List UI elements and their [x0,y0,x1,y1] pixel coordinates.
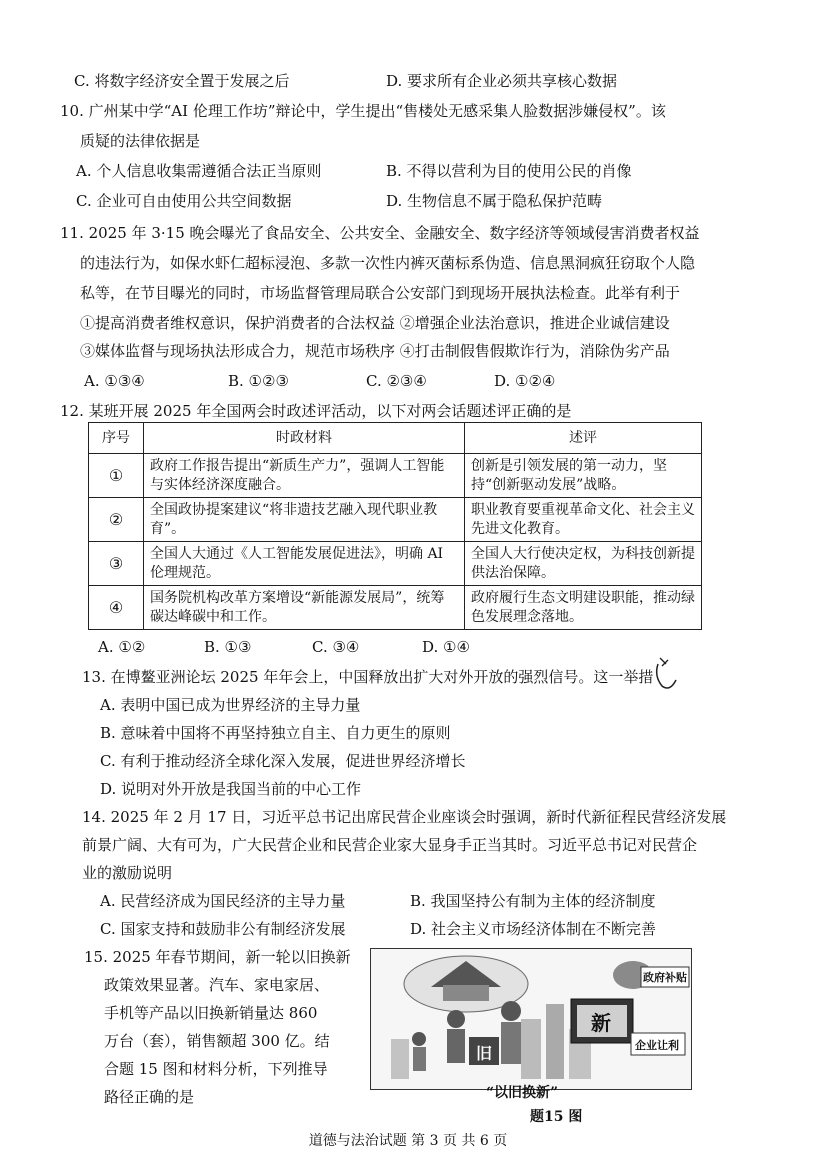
q14-stem-line2: 前景广阔、大有可为，广大民营企业和民营企业家大显身手正当其时。习近平总书记对民营企 [82,836,698,854]
q12-row-num: ③ [89,542,144,586]
q15-stem-line2: 政策效果显著。汽车、家电家居、 [104,976,330,994]
new-label: 新 [591,1011,611,1035]
q9-option-d: D. 要求所有企业必须共享核心数据 [386,72,618,90]
q12-option-b: B. ①③ [204,638,252,656]
subsidy-label: 政府补贴 [643,971,687,984]
q12-row-material: 政府工作报告提出“新质生产力”，强调人工智能与实体经济深度融合。 [144,454,465,498]
q12-row-material: 国务院机构改革方案增设“新能源发展局”，统筹碳达峰碳中和工作。 [144,586,465,630]
q15-stem-line5: 合题 15 图和材料分析，下列推导 [104,1060,328,1078]
q14-option-c: C. 国家支持和鼓励非公有制经济发展 [100,920,346,938]
q12-row-comment: 政府履行生态文明建设职能，推动绿色发展理念落地。 [465,586,702,630]
q11-item-line2: ③媒体监督与现场执法形成合力，规范市场秩序 ④打击制假售假欺诈行为，消除伪劣产品 [80,342,670,360]
page-footer: 道德与法治试题 第 3 页 共 6 页 [308,1133,508,1149]
q12-row-comment: 职业教育要重视革命文化、社会主义先进文化教育。 [465,498,702,542]
q10-option-b: B. 不得以营利为目的使用公民的肖像 [386,162,632,180]
q12-header-material: 时政材料 [144,423,465,454]
q15-stem-line4: 万台（套），销售额超 300 亿。结 [104,1032,330,1050]
q12-row-num: ④ [89,586,144,630]
q13-option-d: D. 说明对外开放是我国当前的中心工作 [100,780,362,798]
q14-option-b: B. 我国坚持公有制为主体的经济制度 [410,892,656,910]
q11-option-c: C. ②③④ [366,372,427,390]
q12-header-comment: 述评 [465,423,702,454]
table-row [89,454,702,498]
q15-illustration [370,948,692,1090]
figure-caption: “以旧换新” [486,1085,559,1101]
q10-stem-line1: 10. 广州某中学“AI 伦理工作坊”辩论中，学生提出“售楼处无感采集人脸数据涉嫌侵权”。该 [60,102,666,120]
q11-stem-line2: 的违法行为，如保水虾仁超标浸泡、多款一次性内裤灭菌标系伪造、信息黑洞疯狂窃取个人隐 [80,254,696,272]
old-label: 旧 [476,1044,493,1063]
q12-stem: 12. 某班开展 2025 年全国两会时政述评活动，以下对两会话题述评正确的是 [60,402,572,420]
q10-stem-line2: 质疑的法律依据是 [80,132,201,150]
q13-option-c: C. 有利于推动经济全球化深入发展，促进世界经济增长 [100,752,466,770]
q10-option-a: A. 个人信息收集需遵循合法正当原则 [76,162,322,180]
q12-row-num: ② [89,498,144,542]
q13-stem: 13. 在博鳌亚洲论坛 2025 年年会上，中国释放出扩大对外开放的强烈信号。这一举措 [82,668,654,686]
q14-stem-line3: 业的激励说明 [82,864,173,882]
q15-stem-line6: 路径正确的是 [104,1088,195,1106]
handwritten-mark-icon [652,654,682,698]
q12-table [88,422,702,630]
q10-option-c: C. 企业可自由使用公共空间数据 [76,192,292,210]
enterprise-label: 企业让利 [635,1039,679,1052]
q11-option-d: D. ①②④ [494,372,556,390]
q14-stem-line1: 14. 2025 年 2 月 17 日，习近平总书记出席民营企业座谈会时强调，新时代新征程民营经济发展 [82,808,727,826]
q11-option-b: B. ①②③ [228,372,289,390]
q12-header-num: 序号 [89,423,144,454]
q12-row-material: 全国人大通过《人工智能发展促进法》，明确 AI 伦理规范。 [144,542,465,586]
table-row [89,542,702,586]
q13-option-b: B. 意味着中国将不再坚持独立自主、自力更生的原则 [100,724,451,742]
q14-option-a: A. 民营经济成为国民经济的主导力量 [100,892,346,910]
q9-option-c: C. 将数字经济安全置于发展之后 [74,72,290,90]
q15-stem-line3: 手机等产品以旧换新销量达 860 [104,1004,318,1022]
q12-row-comment: 创新是引领发展的第一动力，坚持“创新驱动发展”战略。 [465,454,702,498]
q12-option-a: A. ①② [98,638,146,656]
q13-option-a: A. 表明中国已成为世界经济的主导力量 [100,696,361,714]
q12-option-d: D. ①④ [422,638,470,656]
table-row [89,586,702,630]
q11-item-line1: ①提高消费者维权意识，保护消费者的合法权益 ②增强企业法治意识，推进企业诚信建设 [80,314,670,332]
q12-row-num: ① [89,454,144,498]
table-row [89,498,702,542]
q10-option-d: D. 生物信息不属于隐私保护范畴 [386,192,603,210]
q11-stem-line3: 私等，在节目曝光的同时，市场监督管理局联合公安部门到现场开展执法检查。此举有利于 [80,284,681,302]
q11-option-a: A. ①③④ [84,372,145,390]
q14-option-d: D. 社会主义市场经济体制在不断完善 [410,920,657,938]
q12-option-c: C. ③④ [312,638,360,656]
q15-stem-line1: 15. 2025 年春节期间，新一轮以旧换新 [84,948,351,966]
figure-title: 题15 图 [530,1109,583,1125]
q11-stem-line1: 11. 2025 年 3·15 晚会曝光了食品安全、公共安全、金融安全、数字经济等领域侵害消费者权益 [60,224,700,242]
q12-row-comment: 全国人大行使决定权，为科技创新提供法治保障。 [465,542,702,586]
q12-row-material: 全国政协提案建议“将非遗技艺融入现代职业教育”。 [144,498,465,542]
